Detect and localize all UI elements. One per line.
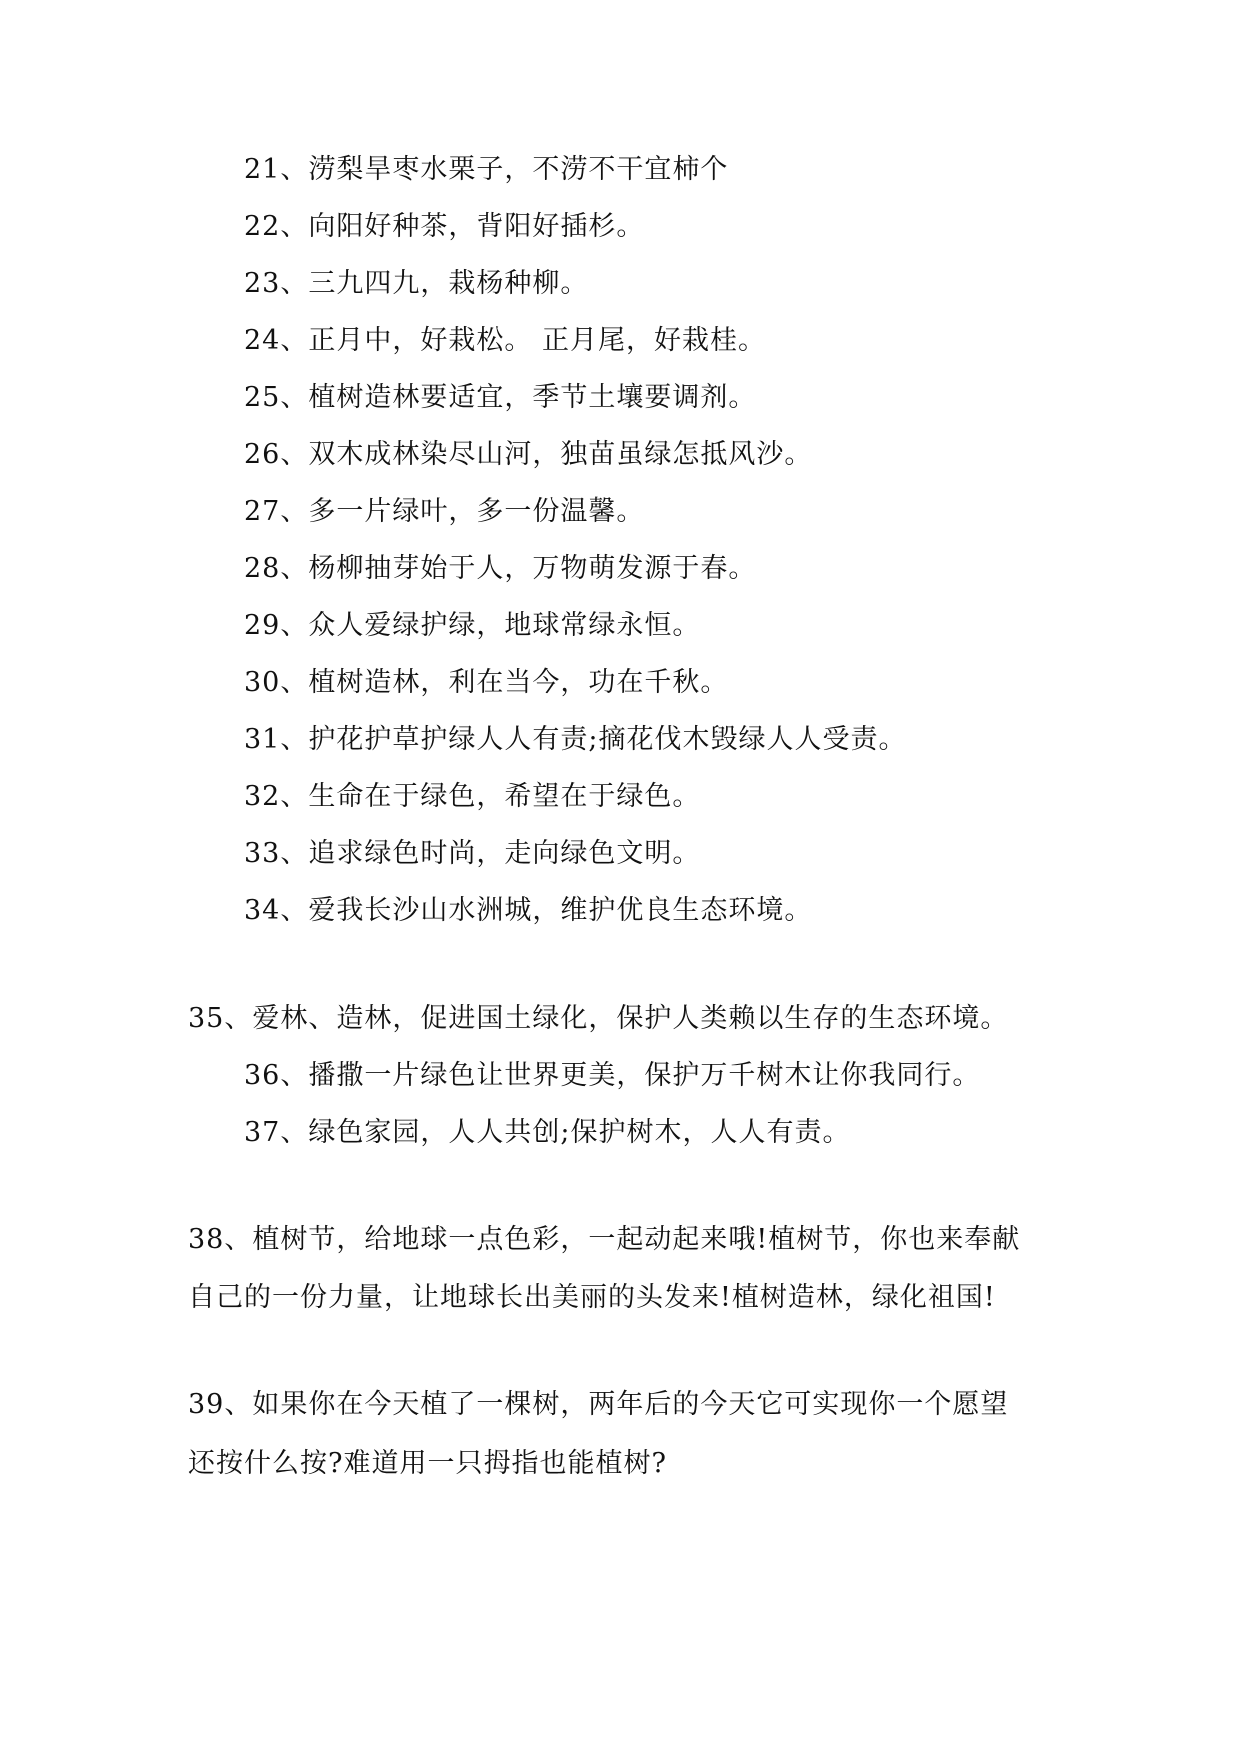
proverb-35: 35、爱林、造林，促进国土绿化，保护人类赖以生存的生态环境。 — [188, 1003, 1009, 1034]
proverb-33: 33、追求绿色时尚，走向绿色文明。 — [244, 838, 701, 869]
proverb-31: 31、护花护草护绿人人有责;摘花伐木毁绿人人受责。 — [244, 724, 907, 755]
proverb-27: 27、多一片绿叶，多一份温馨。 — [244, 496, 645, 527]
proverb-22: 22、向阳好种茶，背阳好插杉。 — [244, 211, 645, 242]
proverb-25: 25、植树造林要适宜，季节土壤要调剂。 — [244, 382, 757, 413]
proverb-39-line1: 39、如果你在今天植了一棵树，两年后的今天它可实现你一个愿望 — [188, 1389, 1009, 1420]
proverb-30: 30、植树造林，利在当今，功在千秋。 — [244, 667, 729, 698]
proverb-26: 26、双木成林染尽山河，独苗虽绿怎抵风沙。 — [244, 439, 813, 470]
proverb-24: 24、正月中，好栽松。 正月尾，好栽桂。 — [244, 325, 766, 356]
proverb-38-line1: 38、植树节，给地球一点色彩，一起动起来哦!植树节，你也来奉献 — [188, 1224, 1021, 1255]
proverb-34: 34、爱我长沙山水洲城，维护优良生态环境。 — [244, 895, 813, 926]
proverb-36: 36、播撒一片绿色让世界更美，保护万千树木让你我同行。 — [244, 1060, 981, 1091]
proverb-37: 37、绿色家园，人人共创;保护树木，人人有责。 — [244, 1117, 851, 1148]
proverb-29: 29、众人爱绿护绿，地球常绿永恒。 — [244, 610, 701, 641]
proverb-38-line2: 自己的一份力量，让地球长出美丽的头发来!植树造林，绿化祖国! — [188, 1282, 996, 1313]
proverb-28: 28、杨柳抽芽始于人，万物萌发源于春。 — [244, 553, 757, 584]
proverb-23: 23、三九四九，栽杨种柳。 — [244, 268, 589, 299]
proverb-32: 32、生命在于绿色，希望在于绿色。 — [244, 781, 701, 812]
proverb-39-line2: 还按什么按?难道用一只拇指也能植树? — [188, 1448, 667, 1479]
proverb-21: 21、涝梨旱枣水栗子，不涝不干宜柿个 — [244, 154, 729, 185]
